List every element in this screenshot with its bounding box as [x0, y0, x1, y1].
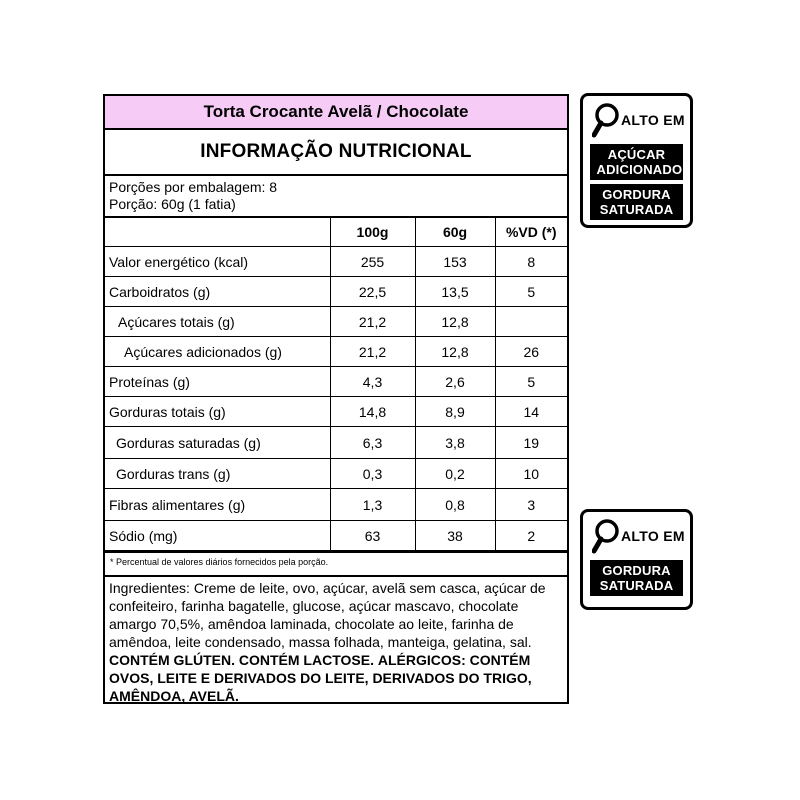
seal-item-label: GORDURA SATURADA	[599, 563, 674, 593]
allergens-warning: ALÉRGICOS: CONTÉM OVOS, LEITE E DERIVADOS DO LEITE, DERIVADOS DO TRIGO, AMÊNDOA, AVELÃ.	[109, 652, 532, 704]
value-100g: 22,5	[330, 277, 415, 307]
value-vd: 2	[495, 521, 567, 551]
seal-item-added-sugar	[590, 144, 683, 180]
servings-info	[105, 176, 567, 218]
high-in-seal-sugar-fat	[580, 93, 693, 228]
value-60g: 38	[415, 521, 495, 551]
table-row	[105, 277, 567, 307]
value-60g: 0,8	[415, 489, 495, 521]
seal-head	[583, 512, 690, 560]
value-vd: 5	[495, 367, 567, 397]
high-in-seal-fat	[580, 509, 693, 610]
value-100g: 63	[330, 521, 415, 551]
seal-head-label: ALTO EM	[621, 112, 685, 128]
magnifier-icon	[592, 518, 622, 556]
product-title: Torta Crocante Avelã / Chocolate	[105, 96, 567, 130]
seal-head	[583, 96, 690, 144]
table-row	[105, 247, 567, 277]
value-60g: 2,6	[415, 367, 495, 397]
nutrient-name: Carboidratos (g)	[105, 277, 330, 307]
table-row	[105, 337, 567, 367]
value-60g: 12,8	[415, 337, 495, 367]
seal-item-saturated-fat	[590, 184, 683, 220]
value-60g: 3,8	[415, 427, 495, 459]
value-vd: 26	[495, 337, 567, 367]
seal-item-saturated-fat	[590, 560, 683, 596]
seal-item-label: AÇÚCAR ADICIONADO	[596, 147, 683, 177]
nutrient-name: Gorduras totais (g)	[105, 397, 330, 427]
servings-per-package: Porções por embalagem: 8	[109, 179, 278, 195]
nutrient-name: Gorduras trans (g)	[105, 459, 330, 489]
value-60g: 153	[415, 247, 495, 277]
value-100g: 0,3	[330, 459, 415, 489]
value-vd: 8	[495, 247, 567, 277]
value-60g: 13,5	[415, 277, 495, 307]
value-60g: 8,9	[415, 397, 495, 427]
table-row	[105, 489, 567, 521]
nutrition-table	[105, 218, 567, 551]
value-100g: 6,3	[330, 427, 415, 459]
value-100g: 1,3	[330, 489, 415, 521]
portion-size: Porção: 60g (1 fatia)	[109, 196, 236, 212]
magnifier-icon	[592, 102, 622, 140]
nutrient-name: Proteínas (g)	[105, 367, 330, 397]
header-60g: 60g	[415, 218, 495, 247]
table-row	[105, 427, 567, 459]
value-100g: 255	[330, 247, 415, 277]
value-vd: 19	[495, 427, 567, 459]
footnote: * Percentual de valores diários fornecidos pela porção.	[105, 551, 567, 577]
ingredients-block	[105, 577, 567, 705]
value-100g: 21,2	[330, 337, 415, 367]
nutrient-name: Gorduras saturadas (g)	[105, 427, 330, 459]
table-header-row	[105, 218, 567, 247]
nutrient-name: Açúcares adicionados (g)	[105, 337, 330, 367]
nutrient-name: Sódio (mg)	[105, 521, 330, 551]
seal-item-label: GORDURA SATURADA	[599, 187, 674, 217]
header-100g: 100g	[330, 218, 415, 247]
table-row	[105, 367, 567, 397]
table-row	[105, 521, 567, 551]
gluten-lactose-warning: CONTÉM GLÚTEN. CONTÉM LACTOSE.	[109, 652, 374, 668]
nutrient-name: Fibras alimentares (g)	[105, 489, 330, 521]
header-nutrient	[105, 218, 330, 247]
value-vd: 14	[495, 397, 567, 427]
seal-head-label: ALTO EM	[621, 528, 685, 544]
value-vd: 5	[495, 277, 567, 307]
value-vd	[495, 307, 567, 337]
nutrient-name: Açúcares totais (g)	[105, 307, 330, 337]
value-60g: 0,2	[415, 459, 495, 489]
value-100g: 21,2	[330, 307, 415, 337]
header-vd: %VD (*)	[495, 218, 567, 247]
section-title: INFORMAÇÃO NUTRICIONAL	[105, 130, 567, 176]
table-row	[105, 397, 567, 427]
ingredients-text: Ingredientes: Creme de leite, ovo, açúcar, avelã sem casca, açúcar de confeiteiro, farinha bagatelle, glucose, açúcar mascavo, chocolate amargo 70,5%, amêndoa laminada, chocolate ao leite, farinha de amêndoa, leite condensado, massa folhada, manteiga, gelatina, sal.	[109, 580, 546, 650]
value-vd: 3	[495, 489, 567, 521]
table-row	[105, 459, 567, 489]
value-vd: 10	[495, 459, 567, 489]
nutrition-label	[103, 94, 569, 704]
value-60g: 12,8	[415, 307, 495, 337]
value-100g: 14,8	[330, 397, 415, 427]
value-100g: 4,3	[330, 367, 415, 397]
nutrient-name: Valor energético (kcal)	[105, 247, 330, 277]
table-row	[105, 307, 567, 337]
